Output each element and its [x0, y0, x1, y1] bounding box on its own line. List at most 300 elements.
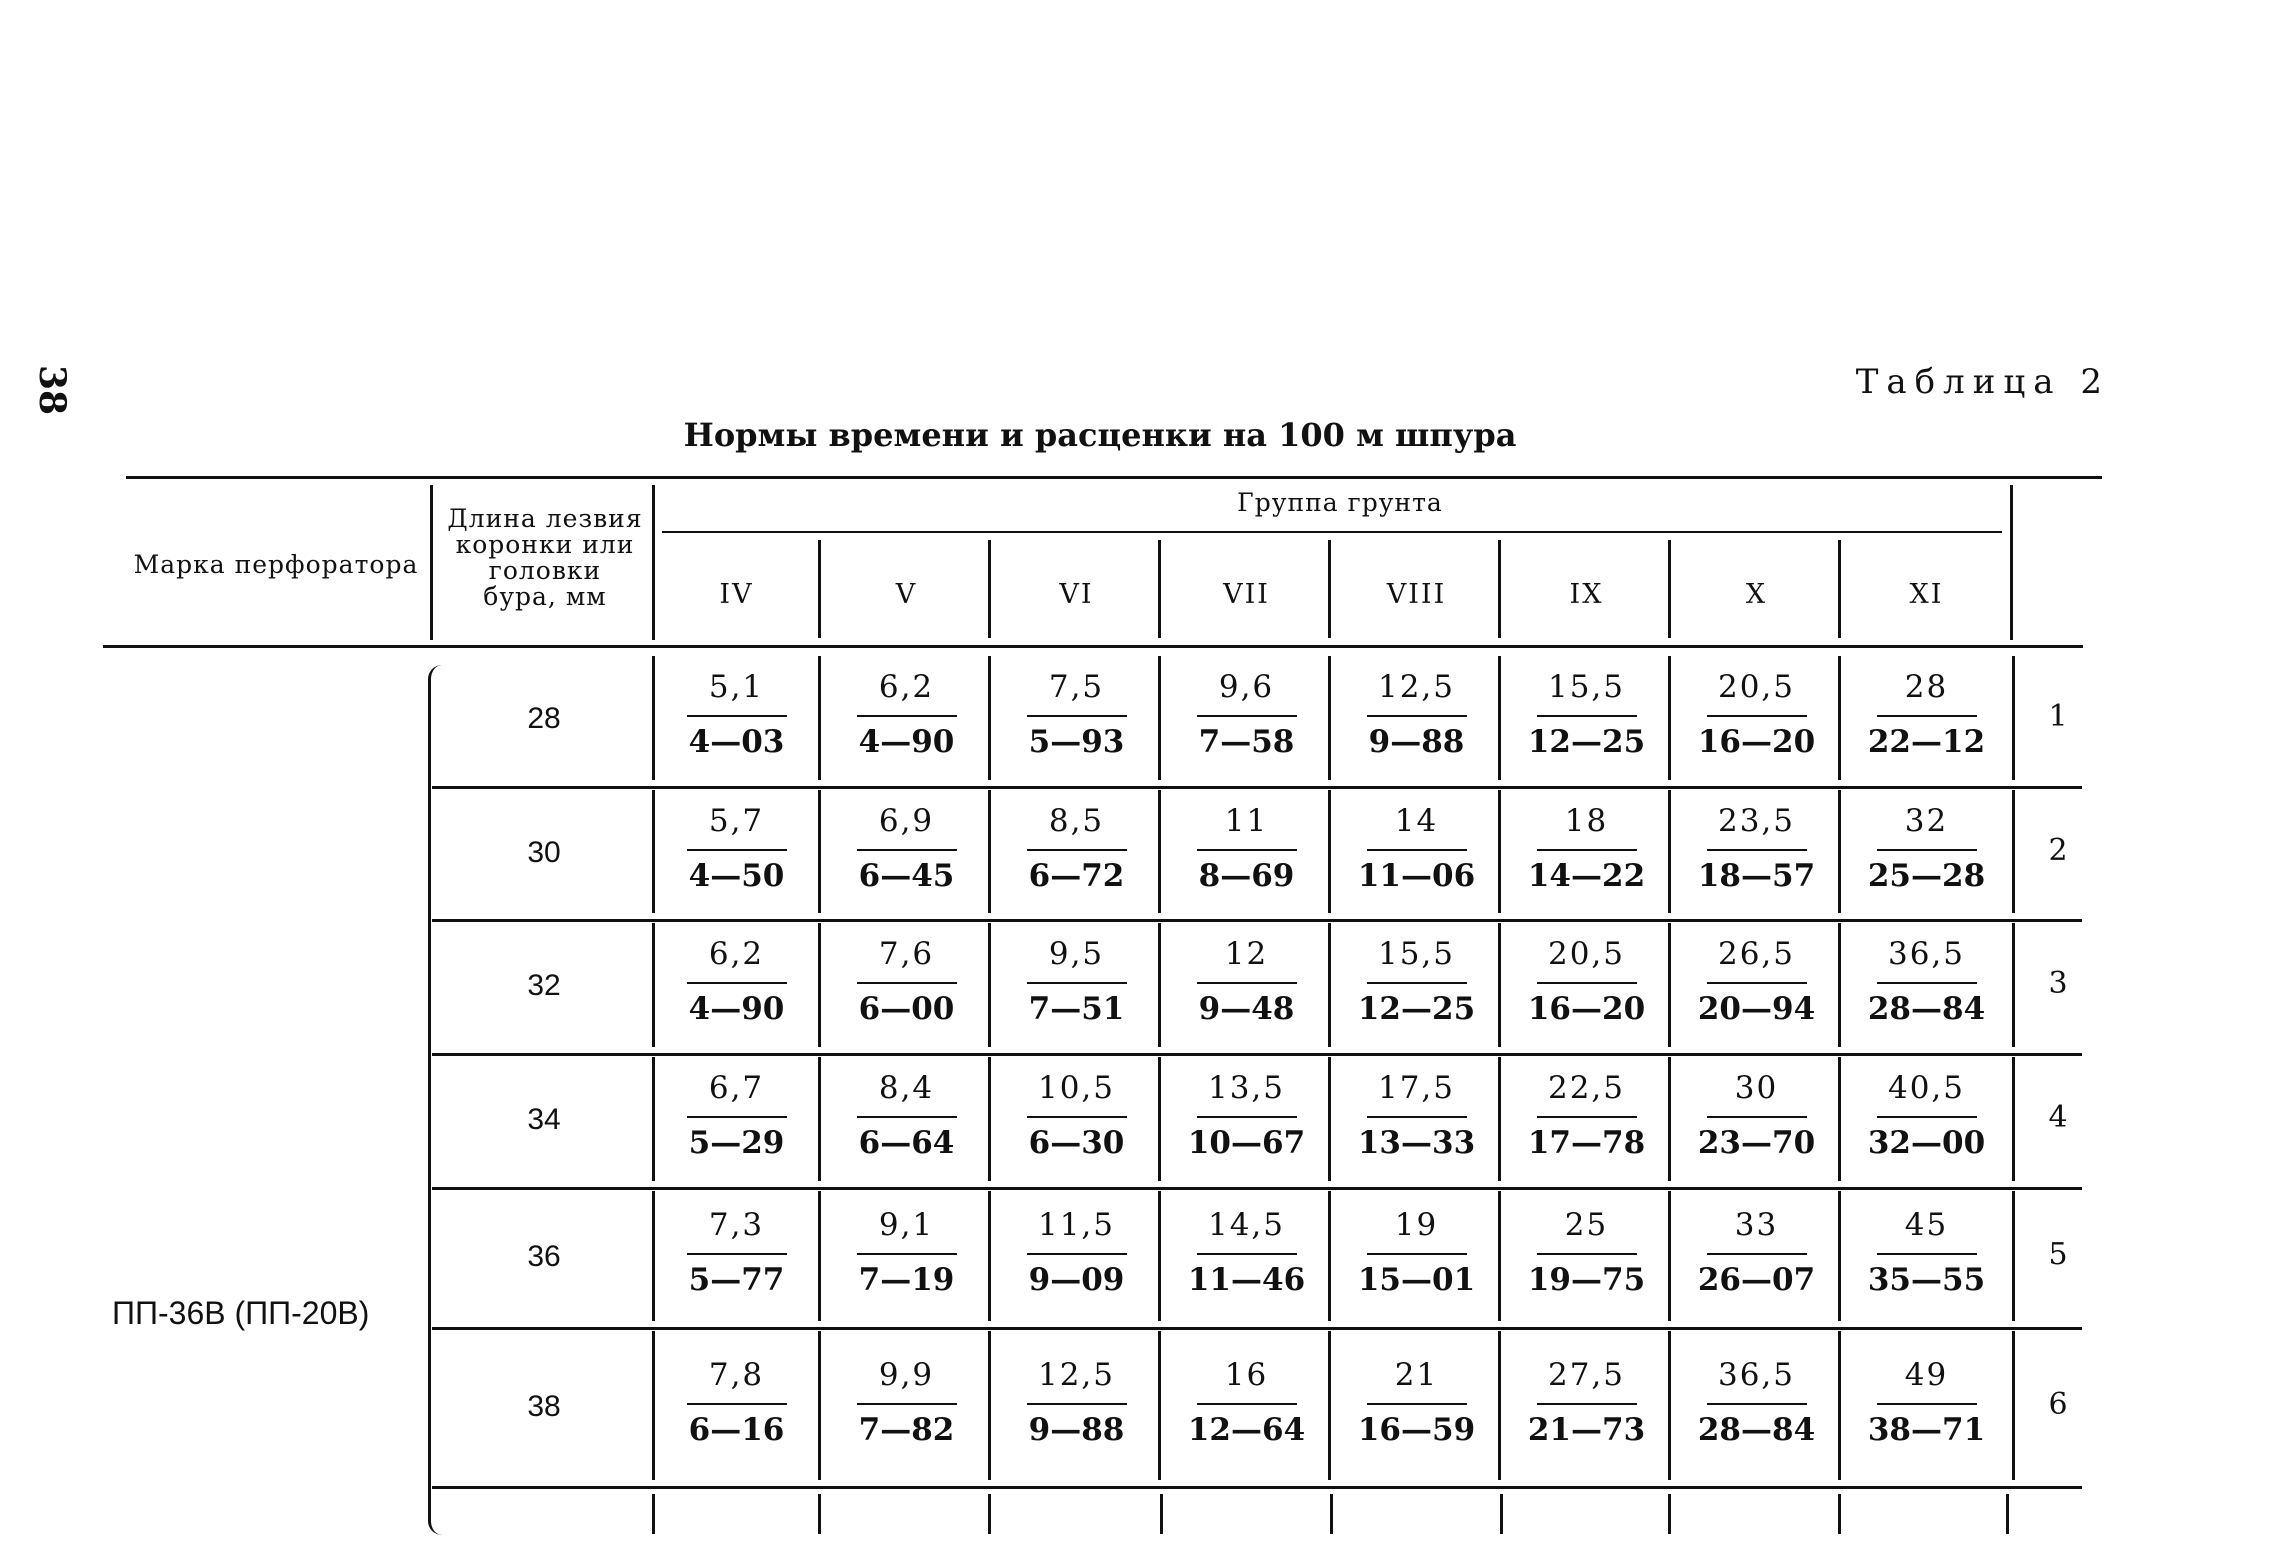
- fraction-bar: [1197, 715, 1297, 717]
- row-divider: [2012, 1331, 2015, 1480]
- price-rate: 4—90: [858, 724, 955, 760]
- fraction-bar: [1537, 715, 1637, 717]
- row-divider: [652, 1331, 655, 1480]
- page-number: 38: [31, 364, 73, 416]
- group-col-divider: [1328, 540, 1331, 638]
- fraction-bar: [1877, 1253, 1977, 1255]
- fraction-bar: [857, 1403, 957, 1405]
- price-rate: 17—78: [1527, 1125, 1646, 1161]
- norm-rate-cell: [1164, 1355, 1329, 1475]
- fraction-bar: [1367, 1253, 1467, 1255]
- price-rate: 9—48: [1198, 991, 1295, 1027]
- time-norm: 9,1: [878, 1207, 935, 1243]
- norm-rate-cell: [1334, 801, 1499, 921]
- time-norm: 22,5: [1547, 1070, 1626, 1106]
- row-divider: [1158, 1057, 1161, 1181]
- row-divider: [818, 1057, 821, 1181]
- norm-rate-cell: [1164, 934, 1329, 1054]
- time-norm: 20,5: [1717, 669, 1796, 705]
- row-divider: [818, 790, 821, 913]
- norm-rate-cell: [1504, 667, 1669, 787]
- group-col-header: IX: [1569, 579, 1604, 610]
- price-rate: 25—28: [1867, 857, 1986, 894]
- row-divider: [1668, 656, 1671, 780]
- row-number: 4: [2048, 1100, 2068, 1135]
- row-divider: [988, 790, 991, 913]
- row-divider: [652, 923, 655, 1047]
- column-tail: [1500, 1494, 1503, 1534]
- row-divider: [1498, 1331, 1501, 1480]
- row-divider: [1328, 923, 1331, 1047]
- fraction-bar: [687, 715, 787, 717]
- norm-rate-cell: [994, 934, 1159, 1054]
- fraction-bar: [1877, 1116, 1977, 1118]
- row-divider: [1668, 1331, 1671, 1480]
- time-norm: 12: [1224, 936, 1269, 972]
- time-norm: 21: [1394, 1356, 1439, 1393]
- row-divider: [1838, 1191, 1841, 1321]
- time-norm: 36,5: [1717, 1356, 1796, 1393]
- header-bottom-rule: [103, 645, 2083, 648]
- fraction-bar: [1027, 982, 1127, 984]
- norm-rate-cell: [994, 1068, 1159, 1188]
- price-rate: 12—25: [1527, 724, 1646, 760]
- fraction-bar: [687, 849, 787, 851]
- row-divider: [1838, 1057, 1841, 1181]
- row-rule: [432, 1187, 2082, 1190]
- time-norm: 40,5: [1887, 1070, 1966, 1106]
- norm-rate-cell: [1674, 667, 1839, 787]
- row-number: 3: [2048, 966, 2068, 1001]
- group-col-divider: [818, 540, 821, 638]
- fraction-bar: [1197, 1403, 1297, 1405]
- norm-rate-cell: [994, 1205, 1159, 1325]
- price-rate: 38—71: [1867, 1411, 1986, 1448]
- fraction-bar: [857, 715, 957, 717]
- group-col-divider: [1668, 540, 1671, 638]
- norm-rate-cell: [1674, 934, 1839, 1054]
- price-rate: 7—58: [1198, 724, 1295, 760]
- price-rate: 11—06: [1357, 857, 1476, 894]
- price-rate: 12—25: [1357, 991, 1476, 1027]
- price-rate: 16—20: [1527, 991, 1646, 1027]
- time-norm: 11,5: [1037, 1207, 1116, 1243]
- norm-rate-cell: [654, 1355, 819, 1475]
- fraction-bar: [1877, 1403, 1977, 1405]
- row-divider: [1668, 1057, 1671, 1181]
- fraction-bar: [687, 1403, 787, 1405]
- time-norm: 49: [1904, 1356, 1949, 1393]
- time-norm: 32: [1904, 802, 1949, 839]
- price-rate: 21—73: [1527, 1411, 1646, 1448]
- fraction-bar: [1027, 1253, 1127, 1255]
- row-divider: [2012, 656, 2015, 780]
- row-divider: [1158, 923, 1161, 1047]
- row-divider: [1498, 923, 1501, 1047]
- group-col-header: IV: [719, 579, 754, 610]
- norm-rate-cell: [1334, 934, 1499, 1054]
- row-length: 28: [527, 702, 561, 735]
- group-col-divider: [1158, 540, 1161, 638]
- row-divider: [1328, 1331, 1331, 1480]
- price-rate: 22—12: [1867, 724, 1986, 760]
- fraction-bar: [1197, 849, 1297, 851]
- time-norm: 12,5: [1377, 669, 1456, 705]
- row-divider: [1158, 656, 1161, 780]
- norm-rate-cell: [824, 667, 989, 787]
- price-rate: 16—59: [1357, 1411, 1476, 1448]
- price-rate: 6—00: [858, 991, 955, 1027]
- fraction-bar: [1197, 982, 1297, 984]
- group-col-divider: [988, 540, 991, 638]
- row-divider: [1838, 923, 1841, 1047]
- time-norm: 16: [1224, 1356, 1269, 1393]
- row-divider: [1838, 790, 1841, 913]
- row-divider: [1158, 1191, 1161, 1321]
- time-norm: 6,2: [878, 669, 935, 705]
- norm-rate-cell: [1334, 1068, 1499, 1188]
- price-rate: 6—72: [1028, 857, 1125, 894]
- row-divider: [1838, 1331, 1841, 1480]
- row-divider: [1668, 923, 1671, 1047]
- row-divider: [988, 1331, 991, 1480]
- time-norm: 9,6: [1218, 669, 1275, 705]
- price-rate: 4—03: [688, 724, 785, 760]
- time-norm: 7,5: [1048, 669, 1105, 705]
- norm-rate-cell: [1504, 1068, 1669, 1188]
- fraction-bar: [1027, 1403, 1127, 1405]
- time-norm: 6,7: [708, 1070, 765, 1106]
- price-rate: 28—84: [1867, 991, 1986, 1027]
- header-divider: [2010, 485, 2013, 640]
- brand-header: Марка перфоратора: [133, 550, 419, 579]
- price-rate: 26—07: [1697, 1262, 1816, 1298]
- row-divider: [818, 656, 821, 780]
- column-tail: [652, 1494, 655, 1534]
- time-norm: 18: [1564, 802, 1609, 839]
- fraction-bar: [1367, 1116, 1467, 1118]
- time-norm: 13,5: [1207, 1070, 1286, 1106]
- fraction-bar: [1537, 1253, 1637, 1255]
- norm-rate-cell: [1674, 1355, 1839, 1475]
- row-divider: [2012, 923, 2015, 1047]
- row-length: 36: [527, 1240, 561, 1273]
- time-norm: 45: [1904, 1207, 1949, 1243]
- row-divider: [1498, 790, 1501, 913]
- row-divider: [1498, 1191, 1501, 1321]
- norm-rate-cell: [1504, 1205, 1669, 1325]
- price-rate: 15—01: [1357, 1262, 1476, 1298]
- norm-rate-cell: [824, 934, 989, 1054]
- column-tail: [1838, 1494, 1841, 1534]
- column-tail: [1160, 1494, 1163, 1534]
- fraction-bar: [1707, 1253, 1807, 1255]
- row-divider: [652, 790, 655, 913]
- fraction-bar: [1367, 715, 1467, 717]
- length-header: [440, 506, 650, 610]
- time-norm: 33: [1734, 1207, 1779, 1243]
- fraction-bar: [1367, 849, 1467, 851]
- column-tail: [988, 1494, 991, 1534]
- time-norm: 17,5: [1377, 1070, 1456, 1106]
- row-number: 1: [2048, 699, 2068, 734]
- price-rate: 4—90: [688, 991, 785, 1027]
- norm-rate-cell: [1164, 667, 1329, 787]
- time-norm: 8,4: [878, 1070, 935, 1106]
- group-col-header: XI: [1909, 579, 1944, 610]
- fraction-bar: [1707, 849, 1807, 851]
- price-rate: 6—64: [858, 1125, 955, 1161]
- fraction-bar: [687, 1253, 787, 1255]
- fraction-bar: [857, 849, 957, 851]
- column-tail: [818, 1494, 821, 1534]
- row-rule: [432, 919, 2082, 922]
- row-rule: [432, 786, 2082, 789]
- row-divider: [2012, 1057, 2015, 1181]
- row-divider: [2012, 790, 2015, 913]
- row-divider: [818, 923, 821, 1047]
- row-rule: [432, 1053, 2082, 1056]
- norm-rate-cell: [1674, 1068, 1839, 1188]
- price-rate: 7—19: [858, 1262, 955, 1298]
- time-norm: 5,1: [708, 669, 765, 705]
- fraction-bar: [1707, 715, 1807, 717]
- time-norm: 7,6: [878, 936, 935, 972]
- time-norm: 26,5: [1717, 936, 1796, 972]
- time-norm: 7,3: [708, 1207, 765, 1243]
- norm-rate-cell: [994, 1355, 1159, 1475]
- length-header-line: Длина лезвия: [447, 504, 643, 533]
- fraction-bar: [1367, 982, 1467, 984]
- price-rate: 4—50: [688, 857, 785, 894]
- row-divider: [652, 1057, 655, 1181]
- length-header-line: головки: [488, 556, 602, 585]
- time-norm: 7,8: [708, 1356, 765, 1393]
- row-divider: [988, 923, 991, 1047]
- norm-rate-cell: [1844, 667, 2009, 787]
- norm-rate-cell: [1844, 801, 2009, 921]
- row-length: 32: [527, 969, 561, 1002]
- fraction-bar: [1367, 1403, 1467, 1405]
- time-norm: 9,5: [1048, 936, 1105, 972]
- row-divider: [1328, 790, 1331, 913]
- row-divider: [818, 1331, 821, 1480]
- row-divider: [1158, 1331, 1161, 1480]
- row-divider: [1668, 790, 1671, 913]
- row-number: 2: [2048, 832, 2068, 868]
- time-norm: 15,5: [1547, 669, 1626, 705]
- price-rate: 9—88: [1368, 724, 1465, 760]
- row-divider: [1498, 1057, 1501, 1181]
- group-col-header: VIII: [1386, 579, 1447, 610]
- time-norm: 8,5: [1048, 802, 1105, 839]
- norm-rate-cell: [1844, 1355, 2009, 1475]
- row-number: 6: [2048, 1386, 2068, 1422]
- time-norm: 14,5: [1207, 1207, 1286, 1243]
- row-divider: [2012, 1191, 2015, 1321]
- norm-rate-cell: [824, 1068, 989, 1188]
- row-divider: [1668, 1191, 1671, 1321]
- price-rate: 7—51: [1028, 991, 1125, 1027]
- table-label: Таблица 2: [1855, 362, 2110, 402]
- row-divider: [988, 1057, 991, 1181]
- price-rate: 18—57: [1697, 857, 1816, 894]
- header-divider: [430, 485, 433, 640]
- time-norm: 23,5: [1717, 802, 1796, 839]
- fraction-bar: [1537, 849, 1637, 851]
- norm-rate-cell: [1844, 1068, 2009, 1188]
- price-rate: 35—55: [1867, 1262, 1986, 1298]
- row-divider: [652, 1191, 655, 1321]
- fraction-bar: [1877, 715, 1977, 717]
- price-rate: 14—22: [1527, 857, 1646, 894]
- price-rate: 9—09: [1028, 1262, 1125, 1298]
- group-col-header: VI: [1059, 579, 1094, 610]
- price-rate: 5—93: [1028, 724, 1125, 760]
- group-col-header: V: [895, 579, 918, 610]
- fraction-bar: [1537, 982, 1637, 984]
- norm-rate-cell: [1504, 934, 1669, 1054]
- norm-rate-cell: [654, 1205, 819, 1325]
- price-rate: 6—45: [858, 857, 955, 894]
- row-rule: [432, 1327, 2082, 1330]
- norm-rate-cell: [654, 801, 819, 921]
- time-norm: 15,5: [1377, 936, 1456, 972]
- time-norm: 20,5: [1547, 936, 1626, 972]
- fraction-bar: [1197, 1253, 1297, 1255]
- fraction-bar: [1707, 1403, 1807, 1405]
- row-divider: [988, 656, 991, 780]
- price-rate: 5—77: [688, 1262, 785, 1298]
- price-rate: 5—29: [688, 1125, 785, 1161]
- length-header-line: бура, мм: [483, 582, 607, 611]
- norm-rate-cell: [994, 667, 1159, 787]
- norm-rate-cell: [824, 1205, 989, 1325]
- norm-rate-cell: [1844, 1205, 2009, 1325]
- norm-rate-cell: [654, 1068, 819, 1188]
- price-rate: 8—69: [1198, 857, 1295, 894]
- price-rate: 23—70: [1697, 1125, 1816, 1161]
- fraction-bar: [857, 1116, 957, 1118]
- price-rate: 28—84: [1697, 1411, 1816, 1448]
- time-norm: 6,2: [708, 936, 765, 972]
- price-rate: 10—67: [1187, 1125, 1306, 1161]
- price-rate: 20—94: [1697, 991, 1816, 1027]
- norm-rate-cell: [1334, 1205, 1499, 1325]
- row-divider: [988, 1191, 991, 1321]
- price-rate: 32—00: [1867, 1125, 1986, 1161]
- group-col-header: VII: [1223, 579, 1270, 610]
- norm-rate-cell: [1164, 1068, 1329, 1188]
- price-rate: 13—33: [1357, 1125, 1476, 1161]
- fraction-bar: [1197, 1116, 1297, 1118]
- length-header-line: коронки или: [455, 530, 635, 559]
- time-norm: 6,9: [878, 802, 935, 839]
- group-rule: [662, 531, 2002, 533]
- table-title: Нормы времени и расценки на 100 м шпура: [683, 416, 1517, 454]
- fraction-bar: [1707, 1116, 1807, 1118]
- row-divider: [818, 1191, 821, 1321]
- norm-rate-cell: [1674, 1205, 1839, 1325]
- norm-rate-cell: [1844, 934, 2009, 1054]
- group-col-divider: [1838, 540, 1841, 638]
- fraction-bar: [1877, 849, 1977, 851]
- row-length: 30: [527, 835, 561, 869]
- time-norm: 27,5: [1547, 1356, 1626, 1393]
- row-number: 5: [2048, 1237, 2068, 1272]
- time-norm: 30: [1734, 1070, 1779, 1106]
- time-norm: 9,9: [878, 1356, 935, 1393]
- time-norm: 5,7: [708, 802, 765, 839]
- fraction-bar: [1027, 715, 1127, 717]
- row-divider: [1498, 656, 1501, 780]
- norm-rate-cell: [1504, 801, 1669, 921]
- norm-rate-cell: [824, 801, 989, 921]
- fraction-bar: [687, 1116, 787, 1118]
- time-norm: 11: [1224, 802, 1269, 839]
- norm-rate-cell: [1334, 667, 1499, 787]
- fraction-bar: [1027, 849, 1127, 851]
- price-rate: 6—30: [1028, 1125, 1125, 1161]
- time-norm: 36,5: [1887, 936, 1966, 972]
- fraction-bar: [1707, 982, 1807, 984]
- row-length: 38: [527, 1389, 561, 1423]
- group-col-header: X: [1745, 579, 1768, 610]
- row-divider: [1838, 656, 1841, 780]
- norm-rate-cell: [994, 801, 1159, 921]
- row-length: 34: [527, 1103, 561, 1136]
- fraction-bar: [857, 982, 957, 984]
- norm-rate-cell: [1164, 801, 1329, 921]
- row-rule: [432, 1486, 2082, 1489]
- brand-value: ПП-36В (ПП-20В): [112, 1295, 370, 1331]
- fraction-bar: [687, 982, 787, 984]
- time-norm: 12,5: [1037, 1356, 1116, 1393]
- norm-rate-cell: [1674, 801, 1839, 921]
- norm-rate-cell: [1334, 1355, 1499, 1475]
- time-norm: 25: [1564, 1207, 1609, 1243]
- time-norm: 19: [1394, 1207, 1439, 1243]
- price-rate: 11—46: [1187, 1262, 1306, 1298]
- fraction-bar: [1537, 1116, 1637, 1118]
- time-norm: 14: [1394, 802, 1439, 839]
- row-divider: [1328, 656, 1331, 780]
- price-rate: 9—88: [1028, 1411, 1125, 1448]
- fraction-bar: [857, 1253, 957, 1255]
- column-tail: [2006, 1494, 2009, 1534]
- fraction-bar: [1027, 1116, 1127, 1118]
- top-rule: [126, 476, 2102, 479]
- price-rate: 16—20: [1697, 724, 1816, 760]
- norm-rate-cell: [654, 934, 819, 1054]
- column-tail: [1668, 1494, 1671, 1534]
- row-divider: [1328, 1057, 1331, 1181]
- price-rate: 7—82: [858, 1411, 955, 1448]
- group-header: Группа грунта: [1237, 488, 1443, 517]
- norm-rate-cell: [1164, 1205, 1329, 1325]
- time-norm: 10,5: [1037, 1070, 1116, 1106]
- row-divider: [652, 656, 655, 780]
- row-divider: [1328, 1191, 1331, 1321]
- norm-rate-cell: [1504, 1355, 1669, 1475]
- norm-rate-cell: [824, 1355, 989, 1475]
- norm-rate-cell: [654, 667, 819, 787]
- fraction-bar: [1537, 1403, 1637, 1405]
- price-rate: 6—16: [688, 1411, 785, 1448]
- fraction-bar: [1877, 982, 1977, 984]
- price-rate: 19—75: [1527, 1262, 1646, 1298]
- row-divider: [1158, 790, 1161, 913]
